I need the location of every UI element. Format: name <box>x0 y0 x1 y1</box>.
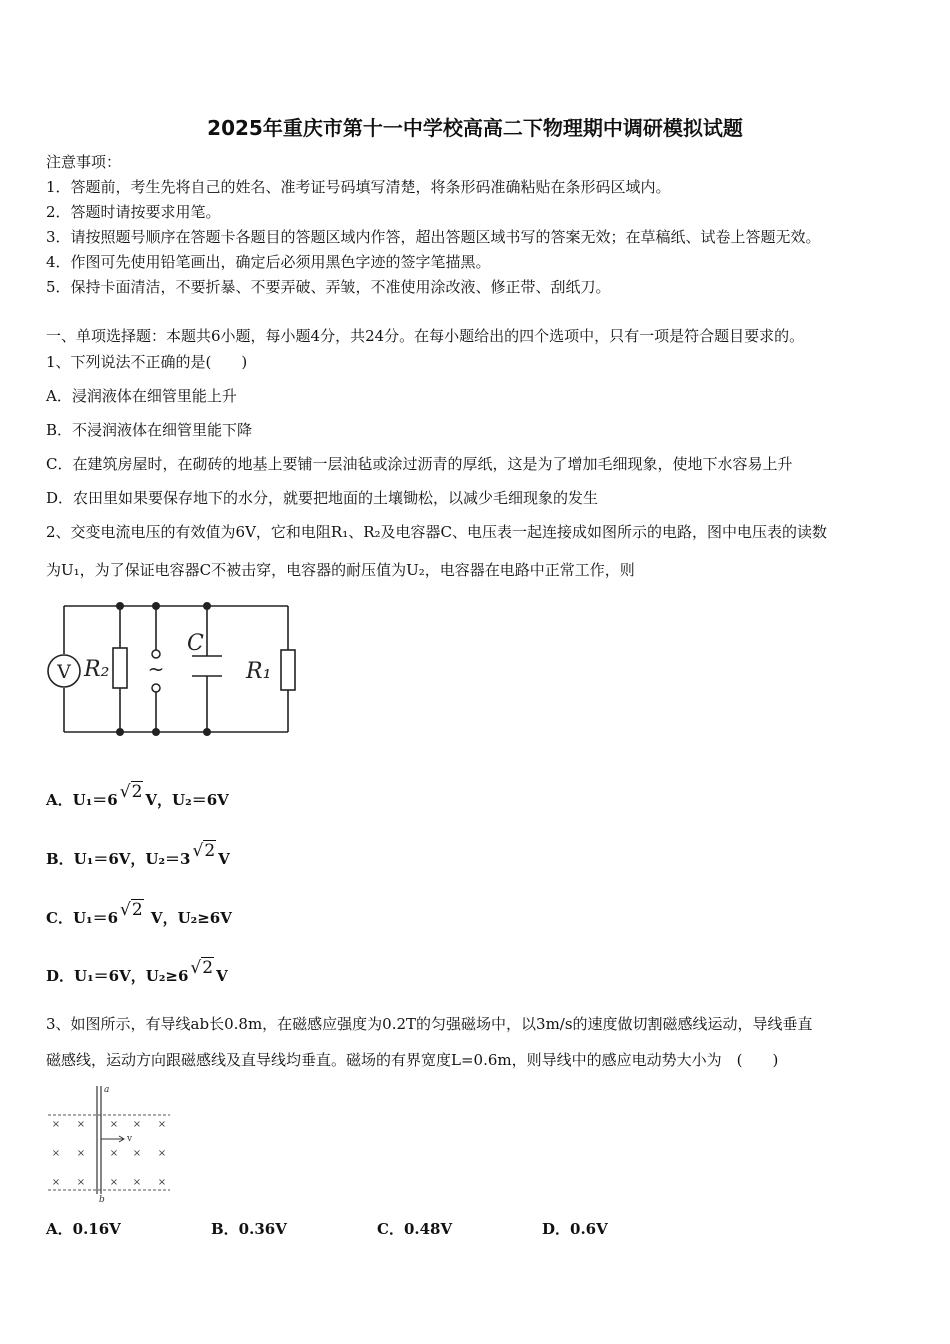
source-terminal-icon <box>152 684 160 692</box>
field-cross-icon: × <box>132 1119 142 1130</box>
junction-dot-icon <box>203 728 211 736</box>
q1-option-c: C．在建筑房屋时，在砌砖的地基上要铺一层油毡或涂过沥青的厚纸，这是为了增加毛细现象，使地下水容易上升 <box>46 455 793 473</box>
endpoint-b-label: b <box>99 1195 105 1204</box>
q1-stem: 1、下列说法不正确的是( ) <box>46 353 248 371</box>
junction-dot-icon <box>203 602 211 610</box>
q2-option-d: D．U₁＝6V，U₂≥6 √2 V <box>46 958 228 985</box>
q3-option-b: B．0.36V <box>211 1220 287 1238</box>
q2-option-b: B．U₁＝6V，U₂＝3 √2 V <box>46 841 230 868</box>
voltmeter-label: V <box>57 661 71 683</box>
field-cross-icon: × <box>51 1148 61 1159</box>
q3-stem-line1: 3、如图所示，有导线ab长0.8m，在磁感应强度为0.2T的匀强磁场中，以3m/s的速度做切割磁感线运动，导线垂直 <box>46 1015 813 1033</box>
sqrt-symbol: √2 <box>119 782 143 802</box>
field-cross-icon: × <box>109 1119 119 1130</box>
field-cross-icon: × <box>109 1148 119 1159</box>
field-cross-icon: × <box>132 1177 142 1188</box>
field-cross-icon: × <box>109 1177 119 1188</box>
note-item: 3．请按照题号顺序在答题卡各题目的答题区域内作答，超出答题区域书写的答案无效；在草稿纸、试卷上答题无效。 <box>46 228 821 246</box>
q3-option-d: D．0.6V <box>542 1220 608 1238</box>
field-cross-icon: × <box>157 1148 167 1159</box>
capacitor-label: C <box>187 631 204 656</box>
r2-label: R₂ <box>84 657 110 682</box>
note-item: 5．保持卡面清洁，不要折暴、不要弄破、弄皱，不准使用涂改液、修正带、刮纸刀。 <box>46 278 611 296</box>
r1-label: R₁ <box>246 659 272 684</box>
note-item: 4．作图可先使用铅笔画出，确定后必须用黑色字迹的签字笔描黑。 <box>46 253 491 271</box>
q3-stem-line2: 磁感线，运动方向跟磁感线及直导线均垂直。磁场的有界宽度L=0.6m，则导线中的感应电动势大小为 ( ) <box>46 1051 779 1069</box>
q2-stem-line1: 2、交变电流电压的有效值为6V，它和电阻R₁、R₂及电容器C、电压表一起连接成如图所示的电路，图中电压表的读数 <box>46 523 828 541</box>
q3-option-c: C．0.48V <box>377 1220 453 1238</box>
section-heading: 一、单项选择题：本题共6小题，每小题4分，共24分。在每小题给出的四个选项中，只有一项是符合题目要求的。 <box>46 327 805 345</box>
ac-source-symbol: ~ <box>147 657 165 681</box>
sqrt-symbol: √2 <box>190 958 214 978</box>
endpoint-a-label: a <box>104 1085 110 1095</box>
velocity-label: v <box>127 1134 133 1144</box>
notes-heading: 注意事项： <box>46 153 122 171</box>
junction-dot-icon <box>152 602 160 610</box>
q1-option-b: B．不浸润液体在细管里能下降 <box>46 421 253 439</box>
note-item: 2．答题时请按要求用笔。 <box>46 203 221 221</box>
q1-option-d: D．农田里如果要保存地下的水分，就要把地面的土壤锄松，以减少毛细现象的发生 <box>46 489 599 507</box>
note-item: 1．答题前，考生先将自己的姓名、准考证号码填写清楚，将条形码准确粘贴在条形码区域内。 <box>46 178 671 196</box>
junction-dot-icon <box>152 728 160 736</box>
page-title: 2025年重庆市第十一中学校高高二下物理期中调研模拟试题 <box>207 116 743 140</box>
q3-option-a: A．0.16V <box>46 1220 121 1238</box>
field-cross-icon: × <box>157 1119 167 1130</box>
q2-stem-line2: 为U₁，为了保证电容器C不被击穿，电容器的耐压值为U₂，电容器在电路中正常工作，则 <box>46 561 635 579</box>
q2-circuit-diagram <box>44 596 304 741</box>
junction-dot-icon <box>116 728 124 736</box>
field-cross-icon: × <box>51 1177 61 1188</box>
q1-option-a: A．浸润液体在细管里能上升 <box>46 387 237 405</box>
field-cross-icon: × <box>76 1119 86 1130</box>
field-cross-icon: × <box>132 1148 142 1159</box>
velocity-arrow-icon <box>101 1136 124 1142</box>
field-cross-icon: × <box>76 1148 86 1159</box>
q2-option-a: A．U₁＝6 √2 V，U₂＝6V <box>46 782 229 809</box>
sqrt-symbol: √2 <box>120 900 143 920</box>
q2-option-c: C．U₁＝6 √2 V，U₂≥6V <box>46 900 232 927</box>
sqrt-symbol: √2 <box>192 841 216 861</box>
field-cross-icon: × <box>157 1177 167 1188</box>
field-cross-icon: × <box>76 1177 86 1188</box>
q3-magnetic-field-diagram <box>44 1082 174 1204</box>
field-cross-icon: × <box>51 1119 61 1130</box>
junction-dot-icon <box>116 602 124 610</box>
